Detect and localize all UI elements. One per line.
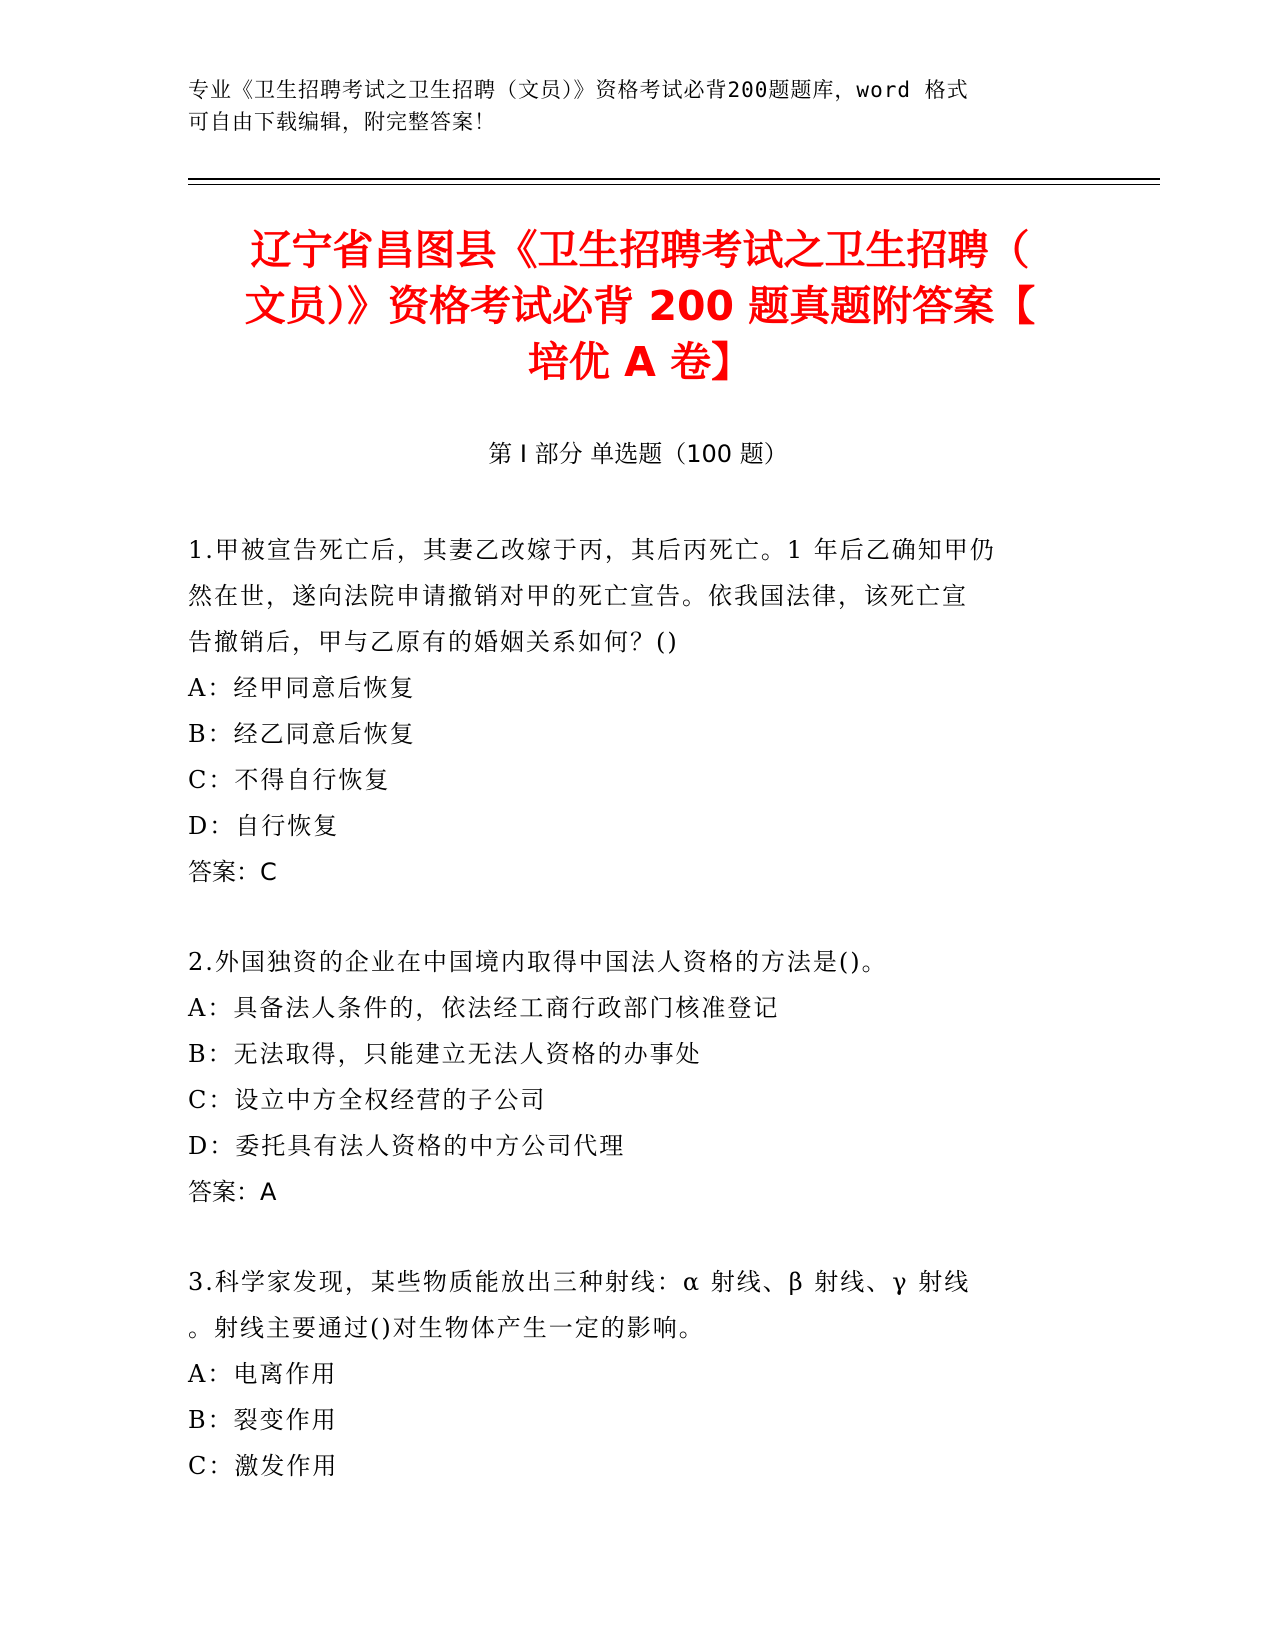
document-title-line: 文员）》资格考试必背 200 题真题附答案【 bbox=[244, 282, 1036, 330]
question-text-line: 1.甲被宣告死亡后，其妻乙改嫁于丙，其后丙死亡。1 年后乙确知甲仍 bbox=[188, 536, 996, 564]
option-b: B：无法取得，只能建立无法人资格的办事处 bbox=[188, 1040, 702, 1068]
option-d: D：委托具有法人资格的中方公司代理 bbox=[188, 1132, 626, 1160]
option-a: A：经甲同意后恢复 bbox=[188, 674, 416, 702]
question-item bbox=[188, 939, 1088, 1215]
option-b: B：经乙同意后恢复 bbox=[188, 720, 416, 748]
option-b: B：裂变作用 bbox=[188, 1406, 338, 1434]
document-title bbox=[180, 222, 1100, 390]
header-note-line: 专业《卫生招聘考试之卫生招聘（文员）》资格考试必背200题题库，word 格式 bbox=[188, 78, 969, 102]
question-item bbox=[188, 1259, 1088, 1489]
option-d: D：自行恢复 bbox=[188, 812, 340, 840]
option-a: A：电离作用 bbox=[188, 1360, 338, 1388]
document-title-line: 辽宁省昌图县《卫生招聘考试之卫生招聘（ bbox=[250, 226, 1030, 274]
document-title-line: 培优 A 卷】 bbox=[527, 338, 753, 386]
option-a: A：具备法人条件的，依法经工商行政部门核准登记 bbox=[188, 994, 780, 1022]
question-text-line: 2.外国独资的企业在中国境内取得中国法人资格的方法是()。 bbox=[188, 948, 888, 976]
question-text-line: 。射线主要通过()对生物体产生一定的影响。 bbox=[188, 1314, 705, 1342]
option-c: C：设立中方全权经营的子公司 bbox=[188, 1086, 547, 1114]
option-c: C：不得自行恢复 bbox=[188, 766, 391, 794]
header-note-line: 可自由下载编辑，附完整答案！ bbox=[188, 110, 496, 134]
answer-text: 答案：C bbox=[188, 858, 277, 886]
header-divider-thick bbox=[188, 178, 1160, 180]
question-text-line: 3.科学家发现，某些物质能放出三种射线：α 射线、β 射线、γ 射线 bbox=[188, 1268, 971, 1296]
header-note bbox=[188, 74, 1088, 138]
header-divider-thin bbox=[188, 184, 1160, 185]
answer-text: 答案：A bbox=[188, 1178, 277, 1206]
section-title: 第 I 部分 单选题（100 题） bbox=[488, 440, 788, 468]
question-list bbox=[188, 527, 1088, 1533]
question-text-line: 告撤销后，甲与乙原有的婚姻关系如何？() bbox=[188, 628, 679, 656]
question-text-line: 然在世，遂向法院申请撤销对甲的死亡宣告。依我国法律，该死亡宣 bbox=[188, 582, 968, 610]
question-item bbox=[188, 527, 1088, 895]
option-c: C：激发作用 bbox=[188, 1452, 339, 1480]
